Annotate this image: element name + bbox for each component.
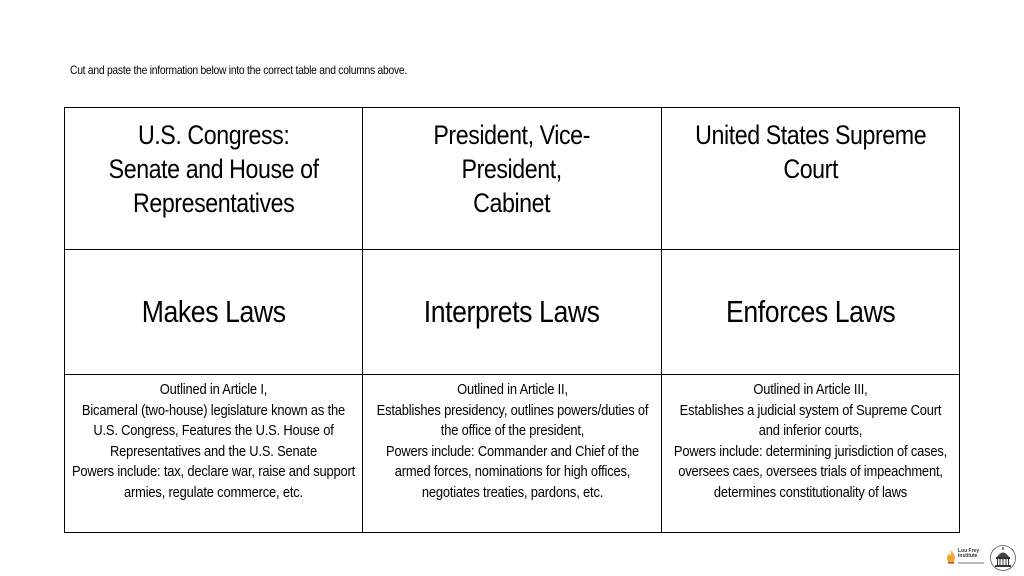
table-cell-branch-executive xyxy=(363,108,661,250)
table-cell-description xyxy=(363,375,661,533)
table-cell-branch-judicial xyxy=(661,108,959,250)
capitol-dome-icon xyxy=(990,544,1016,572)
table-cell-role xyxy=(65,250,363,375)
branches-table xyxy=(64,107,960,533)
logo-name: Lou Frey Institute xyxy=(958,548,980,559)
branch-name: President, Vice-President, Cabinet xyxy=(433,120,591,218)
description-text: Outlined in Article I, Bicameral (two-house) legislature known as the U.S. Congress, Features the U.S. House of Representatives and the U.S. Senate Powers include: tax, declare war, raise and support armies, regulate commerce, etc. xyxy=(72,381,356,501)
branch-name: United States Supreme Court xyxy=(694,120,926,184)
table-cell-description xyxy=(661,375,959,533)
lou-frey-institute-logo xyxy=(944,544,1016,572)
branch-name: U.S. Congress: Senate and House of Representatives xyxy=(108,120,319,218)
flame-icon xyxy=(946,550,956,564)
table-cell-role xyxy=(661,250,959,375)
table-cell-branch-legislative xyxy=(65,108,363,250)
table-cell-role xyxy=(363,250,661,375)
role-name: Makes Laws xyxy=(141,294,286,329)
logo-tagline-line xyxy=(958,562,984,564)
instructions-text: Cut and paste the information below into the correct table and columns above. xyxy=(70,63,407,77)
description-text: Outlined in Article III, Establishes a judicial system of Supreme Court and inferior courts, Powers include: determining jurisdiction of cases, oversees caes, oversees trials of impeachment, determines constitutionality of laws xyxy=(673,381,947,501)
role-name: Interprets Laws xyxy=(424,294,600,329)
table-row-descriptions xyxy=(65,375,960,533)
table-row-branches xyxy=(65,108,960,250)
table-cell-description xyxy=(65,375,363,533)
table-row-roles xyxy=(65,250,960,375)
role-name: Enforces Laws xyxy=(725,294,895,329)
description-text: Outlined in Article II, Establishes presidency, outlines powers/duties of the office of the president, Powers include: Commander and Chief of the armed forces, nominations for high offices, negotiates treaties, pardons, etc. xyxy=(376,381,648,501)
